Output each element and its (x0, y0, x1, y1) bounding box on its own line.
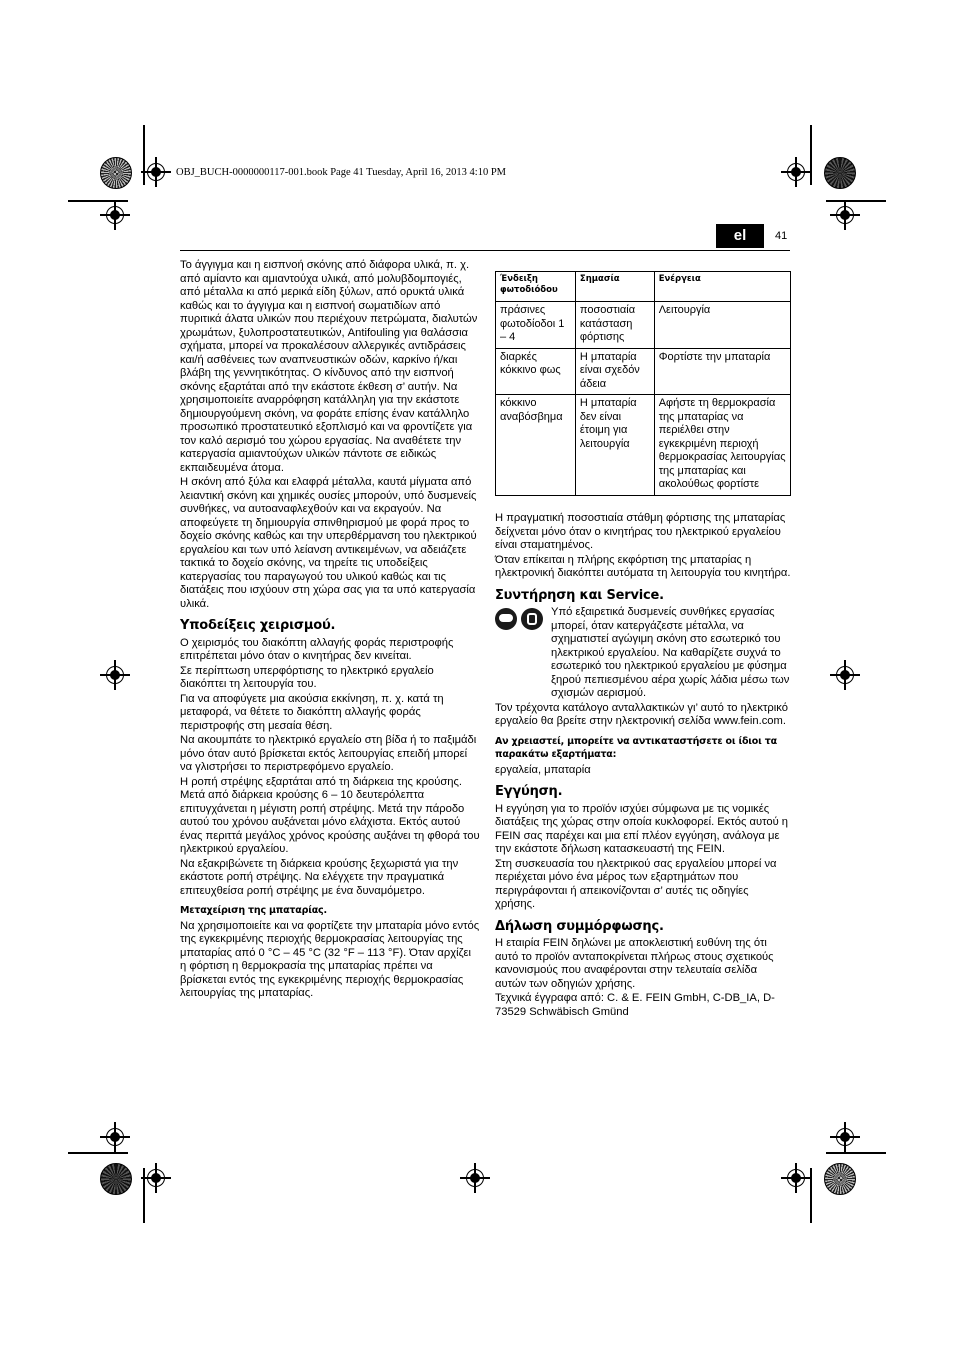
charge-note: Όταν επίκειται η πλήρης εκφόρτιση της μπαταρίας η ηλεκτρονική διακόπτει αυτόματα τη λειτουργία του κινητήρα. (495, 553, 791, 579)
conformity-heading: Δήλωση συμμόρφωσης. (495, 918, 664, 934)
service-warning (495, 606, 791, 701)
table-cell: Αφήστε τη θερμοκρασία της μπαταρίας να περιέλθει στην εγκεκριμένη περιοχή θερμοκρασίας λειτουργίας της μπαταρίας και ακολούθως φορτίστε (654, 395, 790, 496)
crop-mark (810, 125, 812, 185)
replaceable-parts: εργαλεία, μπαταρία (495, 763, 591, 776)
registration-mark (141, 1163, 171, 1193)
table-cell: κόκκινο αναβόσβημα (496, 395, 576, 496)
crop-mark (143, 1168, 145, 1223)
power-tool-icon (521, 608, 543, 630)
table-cell: πράσινες φωτοδίοδοι 1 – 4 (496, 302, 576, 349)
dust-paragraph: Το άγγιγμα και η εισπνοή σκόνης από διάφορα υλικά, π. χ. από αμίαντο και αμιαντούχα υλικά, από μολυβδομπογιές, από μέταλλα κι από μερικά είδη ξύλων, από ορυκτά υλικά καθώς και το άγγιγμα και η εισπνοή σωματιδίων από πυριτικά άλατα υλικών που περιέχουν πετρώματα, διαλυτών χρωμάτων, ξυλοπροστατευτικών, Antifouling για θαλάσσια σχήματα, μπορεί να προκαλέσουν αλλεργικές αντιδράσεις και/ή ασθένειες των αναπνευστικών οδών, καρκίνο ή/και βλάβη της γεννητικότητας. Ο κίνδυνος από την εισπνοή σκόνης εξαρτάται από την εκάστοτε έκθεση σ’ αυτήν. Να χρησιμοποιείτε αναρρόφηση κατάλληλη για την εκάστοτε δημιουργούμενη σκόνη, να φοράτε επίσης έναν κατάλληλο προσωπικό προστατευτικό εξοπλισμό και να φροντίζετε για τον καλό αερισμό του χώρου εργασίας. Να αναθέτετε την κατεργασία αμιαντούχων υλικών πάντοτε σε ειδικώς εκπαιδευμένα άτομα. (180, 259, 478, 474)
table-header-cell: Ένδειξη φωτοδιόδου (496, 272, 576, 302)
registration-mark (830, 1122, 860, 1152)
table-cell: Φορτίστε την μπαταρία (654, 348, 790, 395)
operation-heading: Υποδείξεις χειρισμού. (180, 618, 336, 633)
service-catalog: Τον τρέχοντα κατάλογο ανταλλακτικών γι’ αυτό το ηλεκτρικό εργαλείο θα βρείτε στην ηλεκτρονική σελίδα www.fein.com. (495, 701, 788, 727)
registration-mark (141, 157, 171, 187)
table-header-cell: Σημασία (575, 272, 654, 302)
table-cell: ποσοστιαία κατάσταση φόρτισης (575, 302, 654, 349)
crop-mark (68, 200, 128, 202)
color-rosette (824, 157, 856, 189)
led-indicator-table (495, 271, 791, 496)
registration-mark (781, 1163, 811, 1193)
operation-paragraph: Ο χειρισμός του διακόπτη αλλαγής φοράς περιστροφής επιτρέπεται μόνο όταν ο κινητήρας δεν κινείται. (180, 636, 454, 662)
service-warning-text: Υπό εξαιρετικά δυσμενείς συνθήκες εργασίας μπορεί, όταν κατεργάζεστε μέταλλα, να σχηματιστεί αγώγιμη σκόνη στο εσωτερικό του ηλεκτρικού εργαλείου. Να καθαρίζετε συχνά το εσωτερικό του ηλεκτρικού εργαλείου με φύσημα ξηρού πεπιεσμένου αέρα χωρίς λάδια μέσω των σχισμών αερισμού. (551, 606, 790, 699)
charge-note: Η πραγματική ποσοστιαία στάθμη φόρτισης της μπαταρίας δείχνεται μόνο όταν ο κινητήρας του ηλεκτρικού εργαλείου είναι σταματημένος. (495, 512, 786, 551)
warranty-paragraph: Στη συσκευασία του ηλεκτρικού σας εργαλείου μπορεί να περιέχεται μόνο ένα μέρος των εξαρτημάτων που περιγράφονται ή απεικονίζονται σ’ αυτές τις οδηγίες χρήσης. (495, 857, 777, 910)
registration-mark (100, 660, 130, 690)
registration-mark (100, 200, 130, 230)
table-cell: Λειτουργία (654, 302, 790, 349)
table-header-row (496, 272, 791, 302)
crop-mark (68, 1152, 128, 1154)
registration-mark (781, 157, 811, 187)
header-rule (180, 250, 790, 251)
operation-paragraph: Να εξακριβώνετε τη διάρκεια κρούσης ξεχωριστά για την εκάστοτε ροπή στρέψης. Να ελέγχετε την πραγματικά επιτευχθείσα ροπή στρέψης με ένα δυναμόμετρο. (180, 857, 459, 897)
operation-paragraph: Να ακουμπάτε το ηλεκτρικό εργαλείο στη βίδα ή το παξιμάδι μόνο όταν αυτό βρίσκεται εκτός λειτουργίας επειδή μπορεί να γλιστρήσει το περιστρεφόμενο εργαλείο. (180, 734, 477, 773)
crop-mark (810, 1168, 812, 1223)
operation-paragraph: Για να αποφύγετε μια ακούσια εκκίνηση, π. χ. κατά τη μεταφορά, να θέτετε το διακόπτη αλλαγής φοράς περιστροφής στη μεσαία θέση. (180, 692, 444, 732)
left-column (180, 259, 480, 1002)
warranty-heading: Εγγύηση. (495, 784, 563, 799)
operation-paragraph: Σε περίπτωση υπερφόρτισης το ηλεκτρικό εργαλείο διακόπτει τη λειτουργία του. (180, 664, 434, 690)
dust-mask-icon (495, 608, 517, 630)
battery-paragraph: Να χρησιμοποιείτε και να φορτίζετε την μπαταρία μόνο εντός της εγκεκριμένης περιοχής θερμοκρασίας λειτουργίας της μπαταρίας από 0 °C – 45 °C (32 °F – 113 °F). Όταν αρχίζει η φόρτιση η θερμοκρασία της μπαταρίας πρέπει να βρίσκεται εντός της εγκεκριμένης περιοχής θερμοκρασίας λειτουργίας της μπαταρίας. (180, 919, 480, 999)
replaceable-subheading: Αν χρειαστεί, μπορείτε να αντικαταστήσετε οι ίδιοι τα παρακάτω εξαρτήματα: (495, 735, 777, 760)
table-row (496, 302, 791, 349)
crop-mark (826, 200, 886, 202)
page-number: 41 (775, 230, 788, 242)
table-cell: Η μπαταρία δεν είναι έτοιμη για λειτουργία (575, 395, 654, 496)
color-rosette (824, 1163, 856, 1195)
table-row (496, 348, 791, 395)
conformity-paragraph: Η εταιρία FEIN δηλώνει με αποκλειστική ευθύνη της ότι αυτό το προϊόν ανταποκρίνεται πλήρως στους σχετικούς κανονισμούς που αναφέρονται στην τελευταία σελίδα αυτών των οδηγιών χρήσης. (495, 937, 774, 990)
right-column (495, 512, 791, 1020)
dust-paragraph: Η σκόνη από ξύλα και ελαφρά μέταλλα, καυτά μίγματα από λειαντική σκόνη και χημικές ουσίες μπορούν, υπό δυσμενείς συνθήκες, να αυτοαναφλεχθούν και να εκραγούν. Να αποφεύγετε τη δημιουργία σπινθηρισμού με φορά προς το δοχείο σκόνης καθώς και την υπερθέρμανση του ηλεκτρικού εργαλείου και των υπό λείανση αντικειμένων, να αδειάζετε τακτικά το δοχείο σκόνης, να τηρείτε τις υποδείξεις κατεργασίας του παραγωγού του υλικού καθώς και τις διατάξεις που ισχύουν στη χώρα σας για τα υπό κατεργασία υλικά. (180, 476, 477, 610)
table-cell: Η μπαταρία είναι σχεδόν άδεια (575, 348, 654, 395)
crop-mark (143, 125, 145, 185)
table-row (496, 395, 791, 496)
color-rosette (100, 1163, 132, 1195)
print-slug: OBJ_BUCH-0000000117-001.book Page 41 Tuesday, April 16, 2013 4:10 PM (176, 167, 506, 178)
registration-mark (830, 200, 860, 230)
crop-mark (826, 1152, 886, 1154)
registration-mark (830, 660, 860, 690)
service-heading: Συντήρηση και Service. (495, 587, 664, 603)
registration-mark (100, 1122, 130, 1152)
language-badge: el (716, 224, 764, 248)
registration-mark (460, 1163, 490, 1193)
operation-paragraph: Η ροπή στρέψης εξαρτάται από τη διάρκεια της κρούσης. Μετά από διάρκεια κρούσης 6 – 10 δευτερόλεπτα επιτυγχάνεται η μέγιστη ροπή στρέψης. Μετά την πάροδο αυτού του χρόνου αυξάνεται μόνο ελάχιστα. Εκτός αυτού ένας περιττά μεγάλος χρόνος κρούσης αυξάνει τη φθορά του ηλεκτρικού εργαλείου. (180, 775, 480, 855)
warning-icons (495, 608, 543, 630)
battery-subheading: Μεταχείριση της μπαταρίας. (180, 905, 327, 916)
warranty-paragraph: Η εγγύηση για το προϊόν ισχύει σύμφωνα με τις νομικές διατάξεις της χώρας στην οποία κυκλοφορεί. Εκτός αυτού η FEIN σας παρέχει και μια επί πλέον εγγύηση, ανάλογα με την εκάστοτε δήλωση κατασκευαστή της FEIN. (495, 802, 789, 855)
table-header-cell: Ενέργεια (654, 272, 790, 302)
table-cell: διαρκές κόκκινο φως (496, 348, 576, 395)
tech-docs: Τεχνικά έγγραφα από: C. & E. FEIN GmbH, C-DB_IA, D-73529 Schwäbisch Gmünd (495, 992, 775, 1018)
color-rosette (100, 157, 132, 189)
